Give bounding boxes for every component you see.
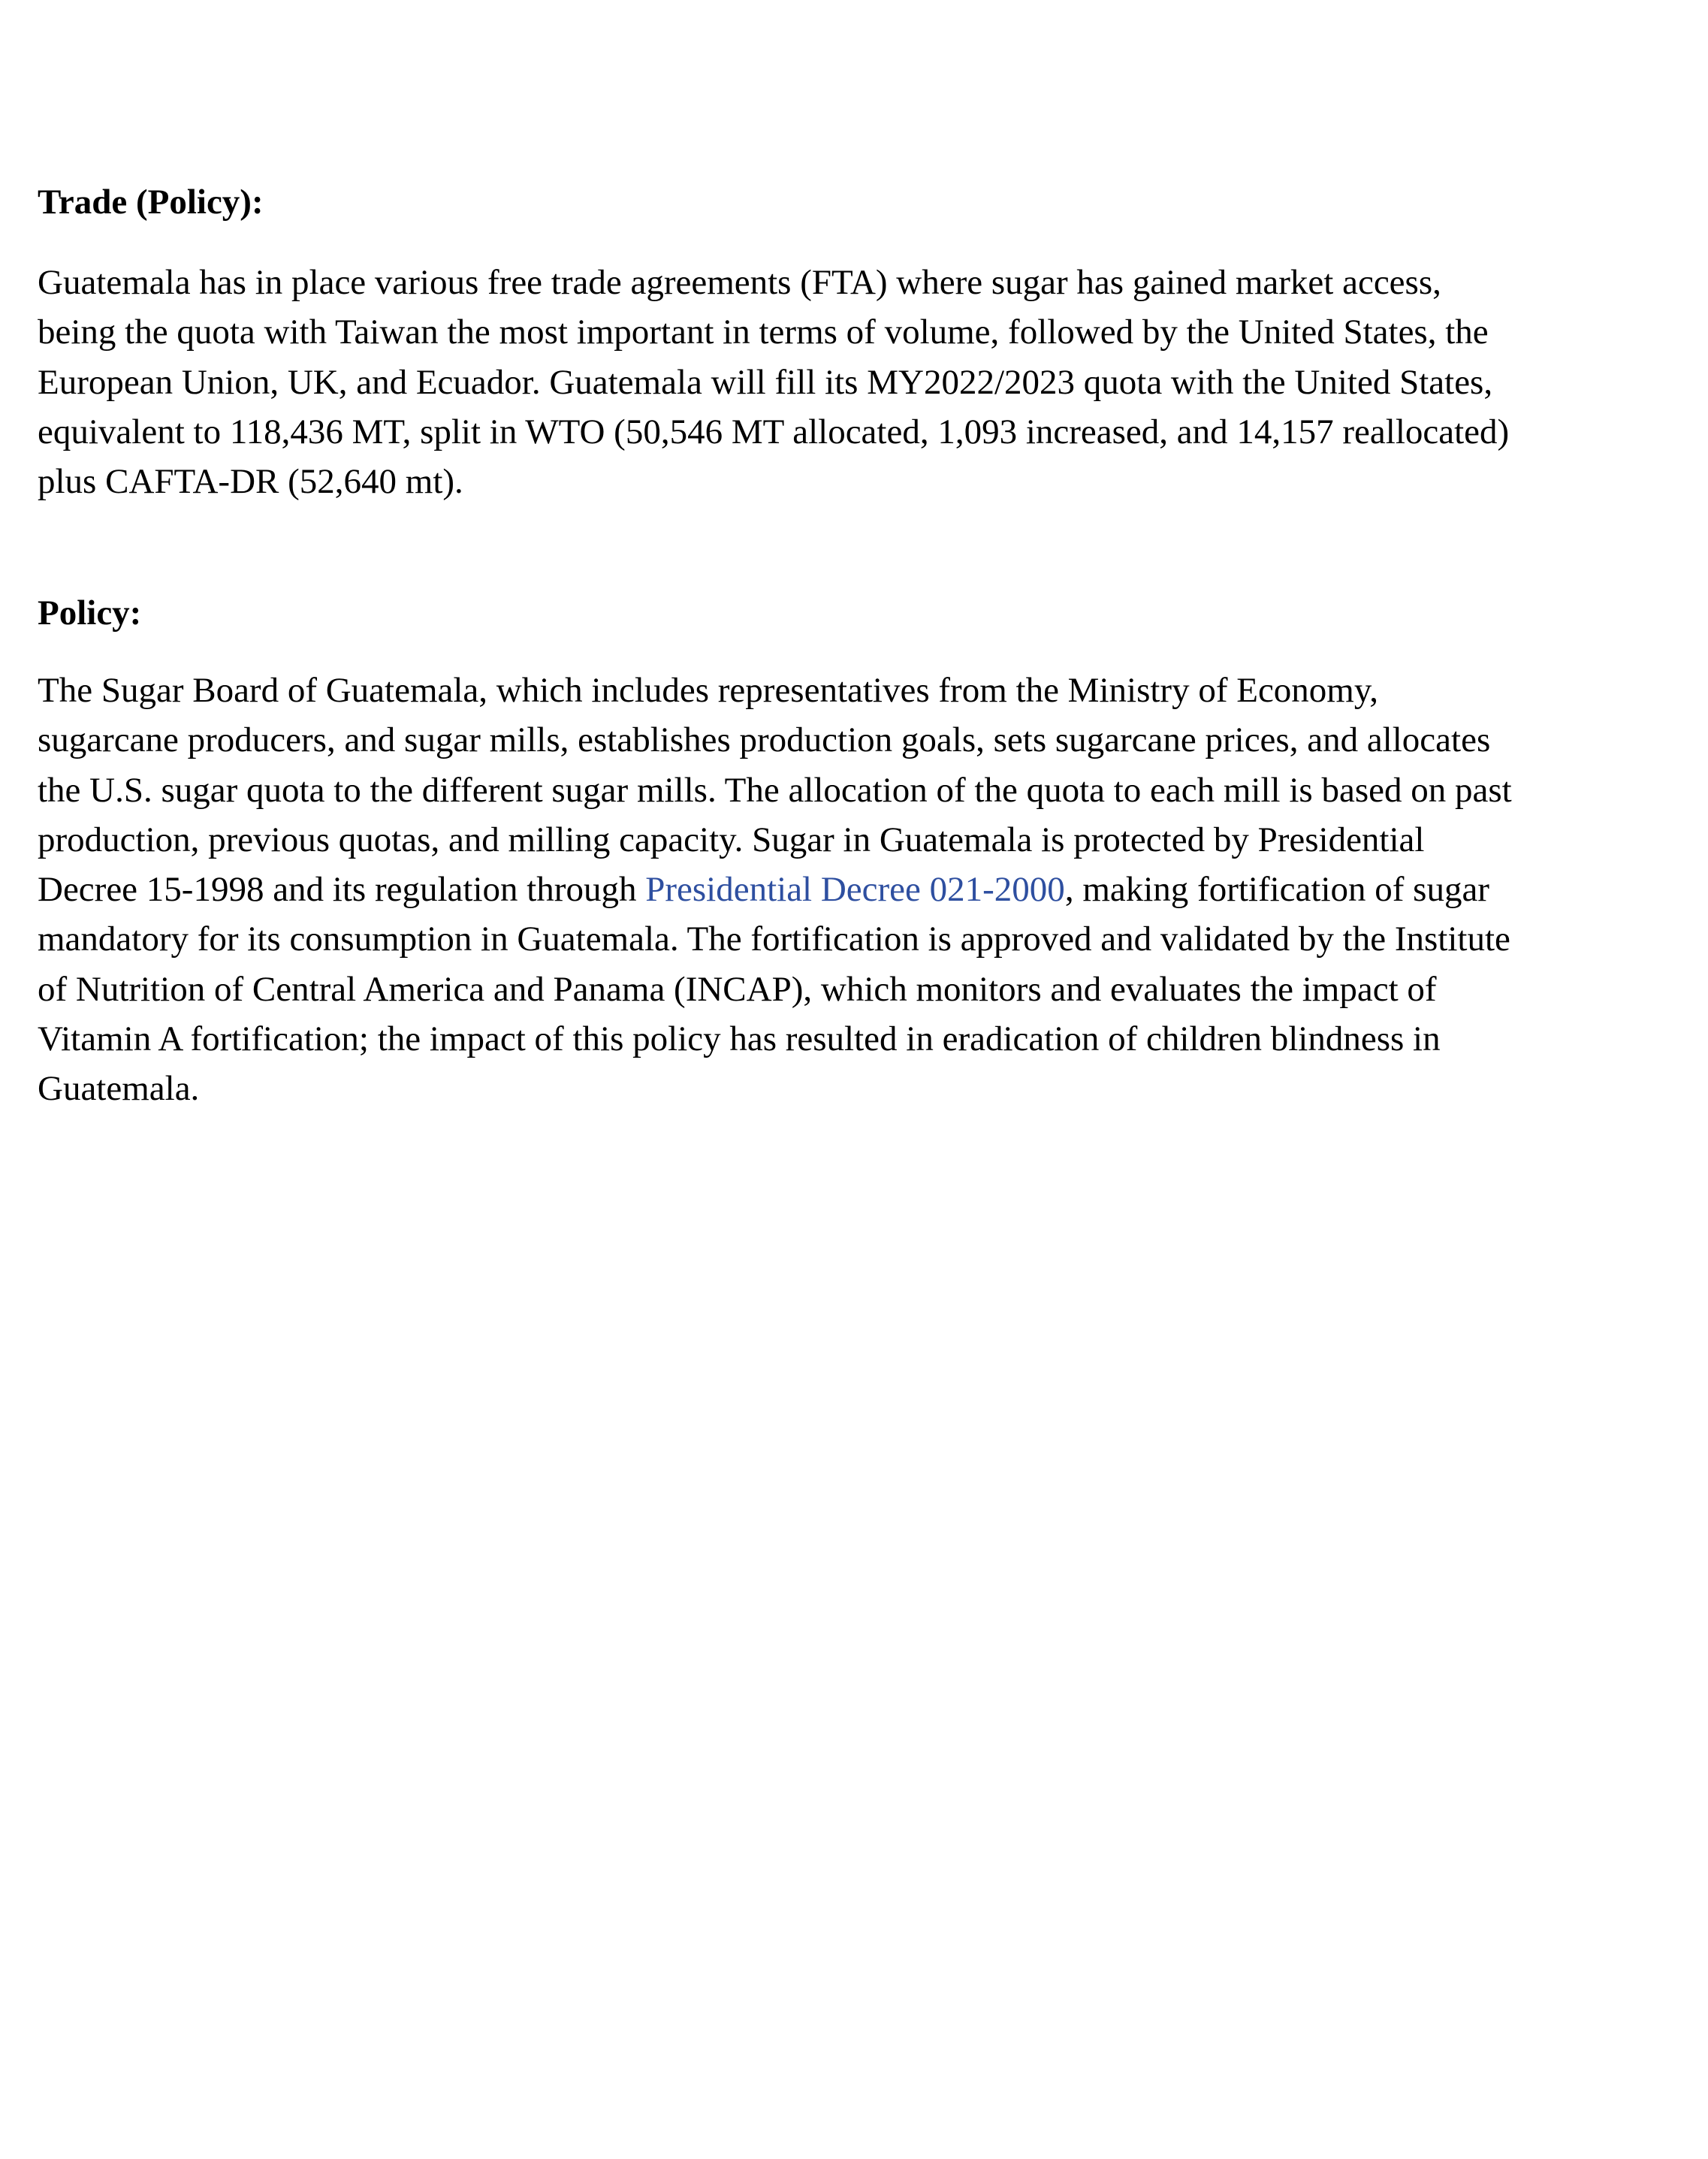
trade-policy-heading: Trade (Policy): xyxy=(38,183,264,222)
policy-heading: Policy: xyxy=(38,593,142,633)
paragraph-line: equivalent to 118,436 MT, split in WTO (50,546 MT allocated, 1,093 increased, and 14,157 reallocated) xyxy=(38,412,1510,451)
presidential-decree-link[interactable]: Presidential Decree 021-2000 xyxy=(645,870,1065,910)
paragraph-line: European Union, UK, and Ecuador. Guatemala will fill its MY2022/2023 quota with the United States, xyxy=(38,362,1493,402)
policy-paragraph xyxy=(38,666,1637,1114)
paragraph-line: sugarcane producers, and sugar mills, establishes production goals, sets sugarcane prices, and allocates xyxy=(38,720,1491,760)
line-text-before-link: Decree 15-1998 and its regulation through xyxy=(38,870,646,910)
paragraph-line: mandatory for its consumption in Guatemala. The fortification is approved and validated by the Institute xyxy=(38,919,1510,959)
paragraph-line: The Sugar Board of Guatemala, which includes representatives from the Ministry of Economy, xyxy=(38,671,1379,710)
paragraph-line: being the quota with Taiwan the most important in terms of volume, followed by the United States, the xyxy=(38,313,1489,352)
paragraph-line: Vitamin A fortification; the impact of this policy has resulted in eradication of children blindness in xyxy=(38,1019,1441,1059)
paragraph-line: plus CAFTA-DR (52,640 mt). xyxy=(38,462,463,502)
paragraph-line: the U.S. sugar quota to the different sugar mills. The allocation of the quota to each mill is based on past xyxy=(38,770,1512,810)
paragraph-line-with-link xyxy=(38,865,1637,914)
paragraph-line: of Nutrition of Central America and Panama (INCAP), which monitors and evaluates the impact of xyxy=(38,969,1437,1009)
paragraph-line: Guatemala. xyxy=(38,1069,200,1109)
paragraph-line: production, previous quotas, and milling capacity. Sugar in Guatemala is protected by Presidential xyxy=(38,820,1425,859)
trade-policy-paragraph xyxy=(38,258,1637,506)
paragraph-line: Guatemala has in place various free trade agreements (FTA) where sugar has gained market access, xyxy=(38,263,1441,302)
line-text-after-link: , making fortification of sugar xyxy=(1064,870,1489,910)
